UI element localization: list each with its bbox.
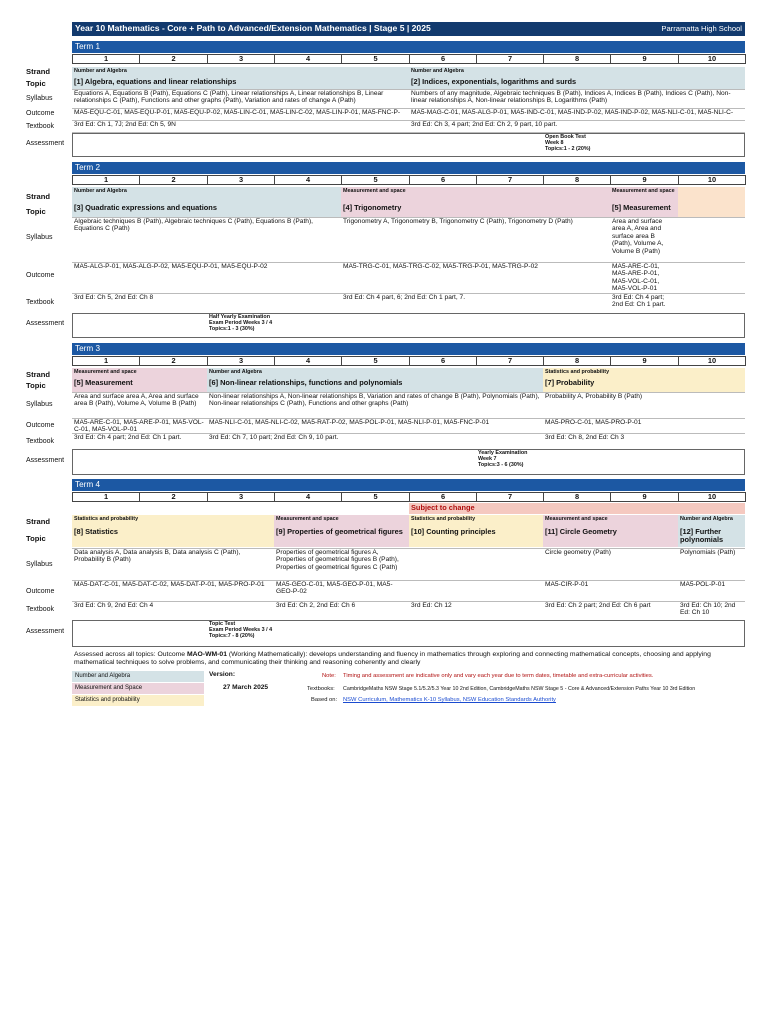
week-number: 9 [610, 356, 679, 366]
row-label-strand: Strand [26, 517, 51, 526]
week-number: 1 [72, 356, 140, 366]
unit-strand: Number and Algebra [72, 67, 409, 77]
week-number: 7 [476, 356, 544, 366]
week-number: 4 [274, 175, 342, 185]
unit-strand: Measurement and space [72, 368, 207, 378]
row-divider [72, 262, 745, 263]
row-divider [72, 217, 745, 218]
row-divider [72, 392, 745, 393]
row-divider [72, 293, 745, 294]
unit-strand: Statistics and probability [543, 368, 745, 378]
week-number: 7 [476, 54, 544, 64]
week-number: 2 [139, 356, 208, 366]
unit-topic: [9] Properties of geometrical figures [274, 527, 409, 547]
empty-slot [678, 187, 745, 217]
row-divider [72, 89, 745, 90]
unit-textbook: 3rd Ed: Ch 12 [411, 602, 452, 609]
unit-topic: [11] Circle Geometry [543, 527, 678, 547]
assessed-prefix: Assessed across all topics: Outcome [74, 651, 187, 658]
textbooks-text: CambridgeMaths NSW Stage 5.1/5.2/5.3 Year 10 2nd Edition, CambridgeMaths NSW Stage 5 - Core & Advanced/Extension Paths Year 10 3rd Edition [343, 686, 696, 692]
week-number: 3 [207, 175, 275, 185]
unit-strand: Number and Algebra [207, 368, 543, 378]
row-label-textbook: Textbook [26, 123, 55, 130]
unit-syllabus: Probability A, Probability B (Path) [545, 393, 643, 400]
week-number: 6 [409, 54, 477, 64]
unit-syllabus: Area and surface area A, Area and surface area B (Path), Volume A, Volume B (Path) [74, 393, 199, 408]
legend-measurement-space: Measurement and Space [72, 683, 204, 694]
week-number: 4 [274, 492, 342, 502]
unit-syllabus: Data analysis A, Data analysis B, Data analysis C (Path), Probability B (Path) [74, 549, 241, 564]
legend-number-algebra: Number and Algebra [72, 671, 204, 682]
unit-outcome: MA5-NLI-C-01, MA5-NLI-C-02, MA5-RAT-P-02, MA5-POL-P-01, MA5-NLI-P-01, MA5-FNC-P-01 [209, 419, 490, 426]
unit-textbook: 3rd Ed: Ch 2, 2nd Ed: Ch 6 [276, 602, 356, 609]
unit-syllabus: Polynomials (Path) [680, 549, 736, 556]
row-label-textbook: Textbook [26, 299, 55, 306]
row-label-strand: Strand [26, 192, 51, 201]
unit-syllabus [409, 548, 543, 580]
unit-topic: [12] Further polynomials [678, 527, 745, 547]
row-label-syllabus: Syllabus [26, 95, 53, 102]
unit-outcome: MA5-DAT-C-01, MA5-DAT-C-02, MA5-DAT-P-01, MA5-PRO-P-01 [74, 581, 265, 588]
assessment-detail: Week 8 [545, 140, 564, 146]
syllabus-link[interactable]: NSW Curriculum, Mathematics K-10 Syllabus, NSW Education Standards Authority [343, 697, 556, 703]
week-number: 8 [543, 492, 611, 502]
term-heading-term3: Term 3 [72, 343, 745, 355]
assessment-detail: Yearly Examination [478, 450, 528, 456]
week-number: 7 [476, 492, 544, 502]
unit-strand: Measurement and space [341, 187, 610, 203]
unit-topic: [4] Trigonometry [341, 203, 610, 217]
row-label-assessment: Assessment [26, 320, 65, 327]
week-number: 5 [341, 175, 410, 185]
week-number: 2 [139, 54, 208, 64]
term-heading-term2: Term 2 [72, 162, 745, 174]
week-number: 9 [610, 54, 679, 64]
week-number: 5 [341, 356, 410, 366]
unit-textbook: 3rd Ed: Ch 3, 4 part; 2nd Ed: Ch 2, 9 part, 10 part. [411, 121, 558, 128]
unit-outcome: MA5-ARE-C-01, MA5-ARE-P-01, MA5-VOL-C-01, MA5-VOL-P-01 [612, 263, 660, 293]
unit-textbook: 3rd Ed: Ch 4 part; 2nd Ed: Ch 1 part. [612, 294, 666, 309]
term-heading-term1: Term 1 [72, 41, 745, 53]
row-divider [72, 433, 745, 434]
unit-topic: [7] Probability [543, 378, 745, 392]
unit-syllabus: Non-linear relationships A, Non-linear relationships B, Variation and rates of change B (Path), Polynomials (Path), Non-linear relationships C (Path), Functions and other graphs (Path) [209, 393, 540, 408]
unit-outcome: MA5-EQU-C-01, MA5-EQU-P-01, MA5-EQU-P-02, MA5-LIN-C-01, MA5-LIN-C-02, MA5-LIN-P-01, MA5-FNC-P- [74, 109, 401, 116]
unit-textbook: 3rd Ed: Ch 4 part; 2nd Ed: Ch 1 part. [74, 434, 182, 441]
unit-textbook: 3rd Ed: Ch 2 part; 2nd Ed: Ch 6 part [545, 602, 651, 609]
unit-syllabus: Properties of geometrical figures A, Properties of geometrical figures B (Path), Properties of geometrical figures C (Path) [276, 549, 399, 571]
week-number: 9 [610, 492, 679, 502]
week-number: 8 [543, 54, 611, 64]
unit-outcome: MA5-TRG-C-01, MA5-TRG-C-02, MA5-TRG-P-01, MA5-TRG-P-02 [343, 263, 538, 270]
row-label-outcome: Outcome [26, 588, 55, 595]
row-label-topic: Topic [26, 207, 46, 216]
assessment-detail: Half Yearly Examination [209, 314, 271, 320]
assessment-row [72, 449, 745, 475]
week-number: 7 [476, 175, 544, 185]
assessment-detail: Topics:1 - 2 (20%) [545, 146, 591, 152]
based-on-label: Based on: [311, 697, 338, 703]
week-number: 1 [72, 492, 140, 502]
unit-strand: Measurement and space [274, 515, 409, 527]
week-number: 5 [341, 492, 410, 502]
assessment-detail: Week 7 [478, 456, 497, 462]
unit-topic: [8] Statistics [72, 527, 274, 547]
unit-syllabus: Numbers of any magnitude, Algebraic techniques B (Path), Indices A, Indices B (Path), Indices C (Path), Non-linear relationships A, Non-linear relationships B, Logarithms (Path) [411, 90, 731, 105]
unit-syllabus: Algebraic techniques B (Path), Algebraic techniques C (Path), Equations B (Path), Equations C (Path) [74, 218, 313, 233]
row-label-topic: Topic [26, 381, 46, 390]
school-name: Parramatta High School [661, 24, 742, 33]
week-number: 10 [678, 356, 746, 366]
row-label-textbook: Textbook [26, 606, 55, 613]
week-number: 4 [274, 356, 342, 366]
unit-outcome: MA5-GEO-C-01, MA5-GEO-P-01, MA5-GEO-P-02 [276, 581, 393, 596]
assessed-description: (Working Mathematically): develops understanding and fluency in mathematics through exploring and connecting mathematical concepts, choosing and applying mathematical techniques to solve problems, and communicating their thinking and reasoning coherently and clearly [74, 651, 711, 667]
unit-textbook: 3rd Ed: Ch 1, 7J; 2nd Ed: Ch 5, 9N [74, 121, 176, 128]
week-number: 6 [409, 492, 477, 502]
week-number: 1 [72, 54, 140, 64]
week-number: 3 [207, 54, 275, 64]
unit-syllabus: Trigonometry A, Trigonometry B, Trigonometry C (Path), Trigonometry D (Path) [343, 218, 573, 225]
unit-syllabus: Area and surface area A, Area and surface area B (Path), Volume A, Volume B (Path) [612, 218, 664, 255]
row-divider [72, 580, 745, 581]
textbooks-label: Textbooks: [307, 686, 335, 692]
note-text: Timing and assessment are indicative only and vary each year due to term dates, timetable and extra-curricular activities. [343, 673, 654, 679]
row-label-syllabus: Syllabus [26, 401, 53, 408]
working-mathematically-note [74, 651, 746, 668]
row-label-topic: Topic [26, 79, 46, 88]
row-divider [72, 601, 745, 602]
unit-strand: Measurement and space [610, 187, 678, 203]
week-number: 8 [543, 175, 611, 185]
unit-textbook: 3rd Ed: Ch 10; 2nd Ed: Ch 10 [680, 602, 736, 617]
unit-textbook: 3rd Ed: Ch 4 part, 6; 2nd Ed: Ch 1 part, 7. [343, 294, 466, 301]
row-label-strand: Strand [26, 67, 51, 76]
assessment-detail: Exam Period Weeks 3 / 4 [209, 320, 273, 326]
week-number: 2 [139, 175, 208, 185]
row-label-outcome: Outcome [26, 422, 55, 429]
row-label-syllabus: Syllabus [26, 234, 53, 241]
week-number: 6 [409, 175, 477, 185]
unit-outcome: MA5-CIR-P-01 [545, 581, 589, 588]
unit-strand: Number and Algebra [678, 515, 745, 527]
week-number: 10 [678, 175, 746, 185]
week-number: 4 [274, 54, 342, 64]
assessment-detail: Topics:1 - 3 (30%) [209, 326, 255, 332]
week-number: 8 [543, 356, 611, 366]
assessment-detail: Open Book Test [545, 134, 586, 140]
row-label-topic: Topic [26, 534, 46, 543]
document-header [72, 22, 745, 36]
row-label-outcome: Outcome [26, 272, 55, 279]
row-label-outcome: Outcome [26, 110, 55, 117]
unit-strand: Measurement and space [543, 515, 678, 527]
unit-topic: [3] Quadratic expressions and equations [72, 203, 341, 217]
version-date: 27 March 2025 [223, 684, 269, 691]
term-heading-term4: Term 4 [72, 479, 745, 491]
unit-outcome: MA5-POL-P-01 [680, 581, 726, 588]
unit-outcome: MA5-MAG-C-01, MA5-ALG-P-01, MA5-IND-C-01, MA5-IND-P-02, MA5-IND-P-02, MA5-NLI-C-01, MA5-NLI-C- [411, 109, 734, 116]
unit-syllabus: Circle geometry (Path) [545, 549, 611, 556]
document-title: Year 10 Mathematics - Core + Path to Advanced/Extension Mathematics | Stage 5 | 2025 [75, 23, 431, 33]
unit-textbook: 3rd Ed: Ch 9, 2nd Ed: Ch 4 [74, 602, 154, 609]
row-label-strand: Strand [26, 370, 51, 379]
assessment-row [72, 620, 745, 647]
assessed-outcome-code: MAO-WM-01 [186, 651, 227, 658]
unit-strand: Statistics and probability [409, 515, 543, 527]
row-divider [72, 418, 745, 419]
row-divider [72, 548, 745, 549]
unit-outcome [409, 580, 543, 601]
unit-topic: [2] Indices, exponentials, logarithms and surds [409, 77, 745, 89]
assessment-detail: Topic Test [209, 621, 236, 627]
version-label: Version: [209, 671, 236, 678]
week-number: 1 [72, 175, 140, 185]
row-divider [72, 120, 745, 121]
row-label-assessment: Assessment [26, 140, 65, 147]
assessment-row [72, 313, 745, 338]
unit-strand: Number and Algebra [72, 187, 341, 203]
week-number: 5 [341, 54, 410, 64]
week-number: 10 [678, 54, 746, 64]
unit-topic: [6] Non-linear relationships, functions and polynomials [207, 378, 543, 392]
unit-textbook: 3rd Ed: Ch 5, 2nd Ed: Ch 8 [74, 294, 154, 301]
unit-topic: [1] Algebra, equations and linear relationships [72, 77, 409, 89]
week-number: 10 [678, 492, 746, 502]
unit-topic: [10] Counting principles [409, 527, 543, 547]
note-label: Note: [322, 673, 336, 679]
row-label-syllabus: Syllabus [26, 561, 53, 568]
week-number: 6 [409, 356, 477, 366]
unit-outcome: MA5-ALG-P-01, MA5-ALG-P-02, MA5-EQU-P-01, MA5-EQU-P-02 [74, 263, 268, 270]
week-number: 9 [610, 175, 679, 185]
week-number: 2 [139, 492, 208, 502]
week-number: 3 [207, 492, 275, 502]
unit-strand: Number and Algebra [409, 67, 745, 77]
week-number: 3 [207, 356, 275, 366]
assessment-detail: Topics:3 - 6 (30%) [478, 462, 524, 468]
unit-textbook: 3rd Ed: Ch 8, 2nd Ed: Ch 3 [545, 434, 625, 441]
unit-syllabus: Equations A, Equations B (Path), Equations C (Path), Linear relationships A, Linear relationships B, Linear relationships C (Path), Functions and other graphs (Path), Variation and rates of change A (Path) [74, 90, 384, 105]
row-divider [72, 108, 745, 109]
assessment-detail: Exam Period Weeks 3 / 4 [209, 627, 273, 633]
unit-outcome: MA5-PRO-C-01, MA5-PRO-P-01 [545, 419, 642, 426]
legend-statistics-probability: Statistics and probability [72, 695, 204, 706]
assessment-detail: Topics:7 - 8 (20%) [209, 633, 255, 639]
row-label-assessment: Assessment [26, 628, 65, 635]
subject-to-change-banner: Subject to change [409, 503, 745, 514]
unit-textbook: 3rd Ed: Ch 7, 10 part; 2nd Ed: Ch 9, 10 part. [209, 434, 339, 441]
unit-topic: [5] Measurement [72, 378, 207, 392]
row-label-assessment: Assessment [26, 457, 65, 464]
unit-topic: [5] Measurement [610, 203, 678, 217]
unit-strand: Statistics and probability [72, 515, 274, 527]
assessment-row [72, 133, 745, 157]
row-label-textbook: Textbook [26, 438, 55, 445]
unit-outcome: MA5-ARE-C-01, MA5-ARE-P-01, MA5-VOL-C-01, MA5-VOL-P-01 [74, 419, 204, 433]
